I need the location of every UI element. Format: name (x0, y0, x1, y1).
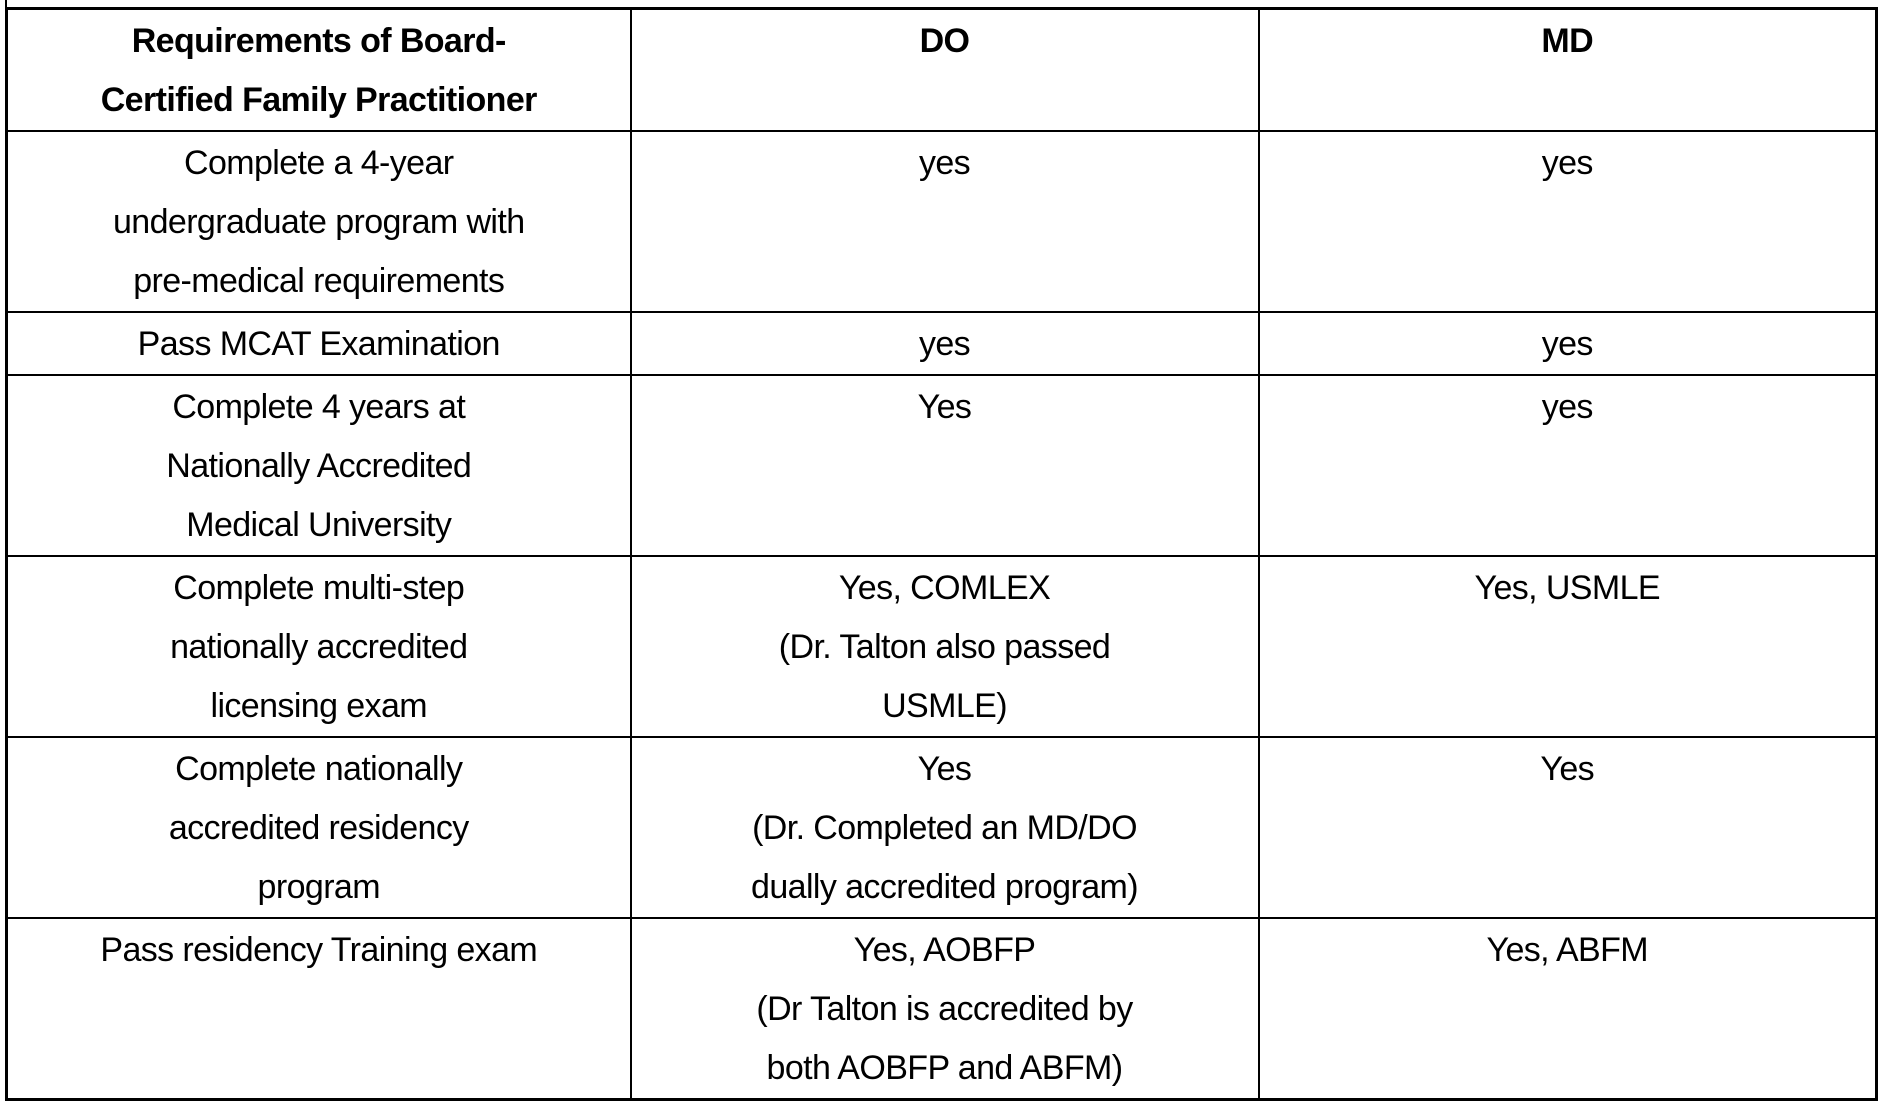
header-do-label: DO (919, 22, 970, 60)
cell-line: yes (1541, 144, 1593, 182)
table-row (7, 918, 1877, 1100)
cell-line: Complete nationally (175, 750, 463, 788)
table-row (7, 737, 1877, 918)
cell-line: both AOBFP and ABFM) (766, 1049, 1123, 1087)
md-cell (1259, 737, 1877, 918)
cell-line: (Dr Talton is accredited by (756, 990, 1133, 1028)
table-row (7, 556, 1877, 737)
cell-line: Complete a 4-year (184, 144, 454, 182)
md-cell (1259, 312, 1877, 375)
header-do (631, 9, 1259, 132)
cell-line: yes (918, 325, 971, 363)
cell-line: pre-medical requirements (133, 262, 505, 300)
cell-line: program (257, 868, 380, 906)
cell-line: Pass MCAT Examination (137, 325, 500, 363)
requirements-comparison-table (5, 7, 1878, 1101)
header-requirements-line-2: Certified Family Practitioner (100, 81, 537, 119)
cell-line: nationally accredited (170, 628, 468, 666)
cell-line: licensing exam (210, 687, 427, 725)
md-cell (1259, 918, 1877, 1100)
requirement-cell (7, 312, 631, 375)
cell-line: yes (918, 144, 971, 182)
requirement-cell (7, 918, 631, 1100)
cell-line: yes (1541, 388, 1593, 426)
table-row (7, 131, 1877, 312)
cell-line: Yes, USMLE (1474, 569, 1660, 607)
cell-line: Complete multi-step (173, 569, 465, 607)
do-cell (631, 737, 1259, 918)
cell-line: Medical University (186, 506, 452, 544)
requirement-cell (7, 131, 631, 312)
requirement-cell (7, 737, 631, 918)
table-row (7, 312, 1877, 375)
page-top-rule (5, 0, 7, 7)
cell-line: accredited residency (168, 809, 469, 847)
requirement-cell (7, 375, 631, 556)
do-cell (631, 131, 1259, 312)
cell-line: Pass residency Training exam (100, 931, 538, 969)
md-cell (1259, 556, 1877, 737)
cell-line: Yes (917, 388, 972, 426)
do-cell (631, 312, 1259, 375)
cell-line: Yes, COMLEX (838, 569, 1051, 607)
cell-line: (Dr. Completed an MD/DO (752, 809, 1137, 847)
cell-line: Yes, AOBFP (853, 931, 1036, 969)
header-md-label: MD (1541, 22, 1594, 60)
md-cell (1259, 131, 1877, 312)
cell-line: undergraduate program with (112, 203, 525, 241)
cell-line: (Dr. Talton also passed (778, 628, 1111, 666)
do-cell (631, 375, 1259, 556)
header-requirements (7, 9, 631, 132)
cell-line: Nationally Accredited (166, 447, 472, 485)
cell-line: Yes (917, 750, 972, 788)
header-requirements-line-1: Requirements of Board- (131, 22, 506, 60)
do-cell (631, 918, 1259, 1100)
cell-line: Yes, ABFM (1486, 931, 1649, 969)
requirement-cell (7, 556, 631, 737)
table-row (7, 375, 1877, 556)
do-cell (631, 556, 1259, 737)
cell-line: yes (1541, 325, 1593, 363)
header-md (1259, 9, 1877, 132)
cell-line: Yes (1540, 750, 1595, 788)
md-cell (1259, 375, 1877, 556)
cell-line: USMLE) (882, 687, 1007, 725)
table-header-row (7, 9, 1877, 132)
cell-line: Complete 4 years at (172, 388, 466, 426)
cell-line: dually accredited program) (751, 868, 1138, 906)
